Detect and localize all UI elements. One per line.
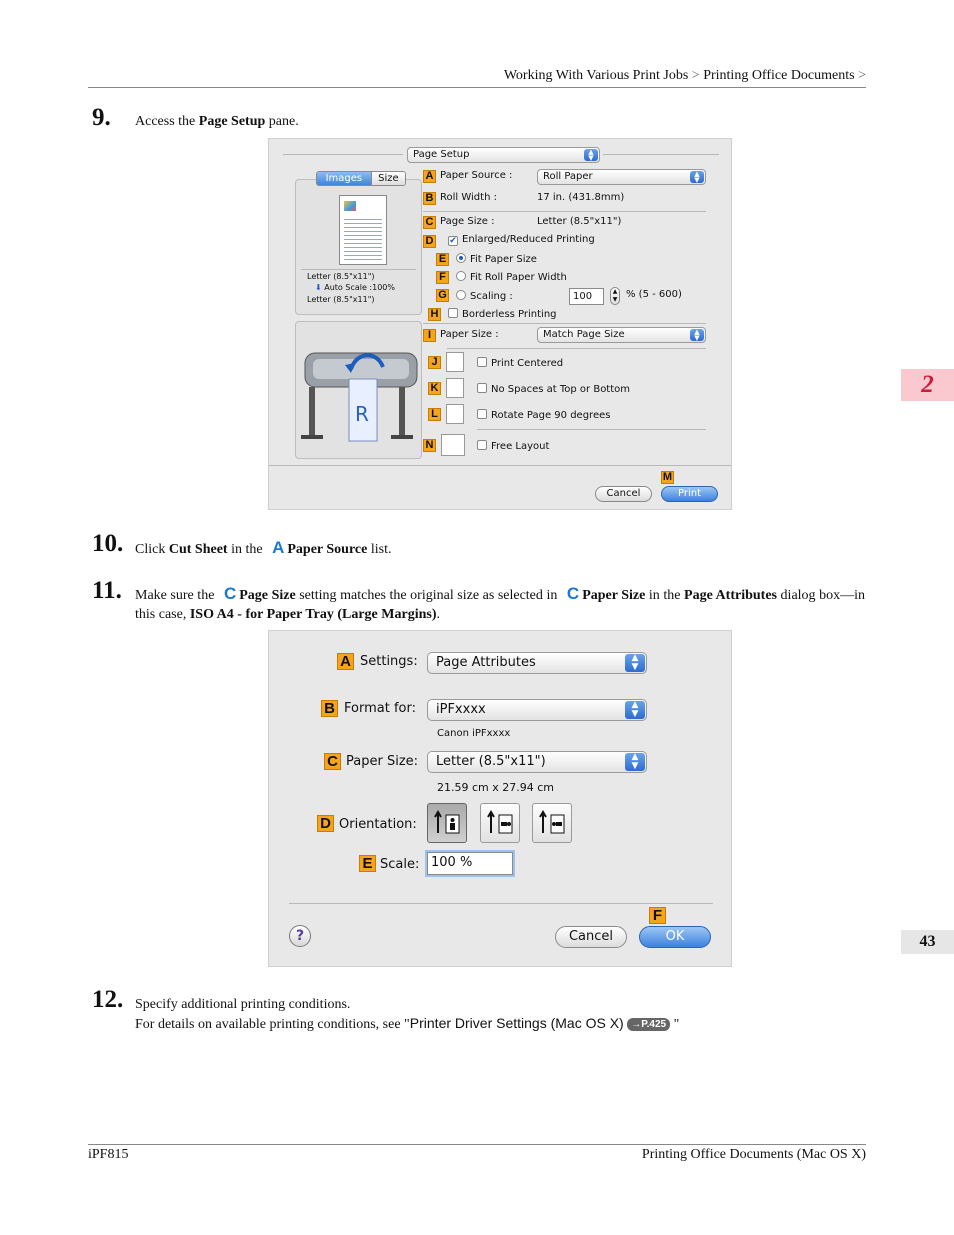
ok-button[interactable]: OK <box>639 926 711 948</box>
text: in the <box>645 588 685 603</box>
paper-source-label: Paper Source : <box>440 170 513 181</box>
popup-value: Page Attributes <box>436 655 536 670</box>
checkbox-icon[interactable] <box>448 308 458 318</box>
text: dialog box—in this case, <box>135 588 865 622</box>
checkbox-label: Borderless Printing <box>462 309 557 320</box>
roll-width-value: 17 in. (431.8mm) <box>537 192 625 203</box>
text: " <box>670 1017 680 1032</box>
separator <box>447 348 706 349</box>
rotate-page-icon <box>446 404 464 424</box>
checkbox-checked-icon[interactable]: ✔ <box>449 236 457 246</box>
text: Access the <box>135 114 199 129</box>
callout-badge: K <box>428 382 441 395</box>
reference-link[interactable]: Printer Driver Settings (Mac OS X) <box>409 1015 624 1031</box>
free-layout-checkbox[interactable] <box>477 440 549 452</box>
checkbox-label: Enlarged/Reduced Printing <box>462 234 595 245</box>
page-size-label: Page Size : <box>440 216 495 227</box>
orientation-landscape-right-button[interactable] <box>532 803 572 843</box>
tab-images[interactable]: Images <box>317 172 371 185</box>
popup-arrows-icon: ▲ ▼ <box>690 329 704 341</box>
text: setting matches the original size as selected in <box>295 588 561 603</box>
separator <box>423 323 706 324</box>
page-setup-screenshot <box>268 138 732 510</box>
popup-arrows-icon: ▲ ▼ <box>625 654 645 672</box>
breadcrumb <box>504 68 866 84</box>
landscape-left-icon <box>487 809 515 837</box>
callout-badge: B <box>423 192 436 205</box>
ui-term: Paper Source <box>287 542 368 557</box>
scale-label: Scale: <box>380 857 420 872</box>
tab-size[interactable]: Size <box>371 172 405 185</box>
callout-badge: M <box>662 471 673 483</box>
checkbox-icon[interactable] <box>477 440 487 450</box>
popup-arrows-icon: ▲ ▼ <box>584 149 598 161</box>
text <box>135 1014 679 1034</box>
paper-size-label: Paper Size: <box>346 754 419 769</box>
ui-term: ISO A4 - for Paper Tray (Large Margins) <box>189 607 437 622</box>
orientation-portrait-button[interactable] <box>427 803 467 843</box>
callout-badge: F <box>436 271 449 284</box>
popup-arrows-icon: ▲ ▼ <box>625 701 645 719</box>
preview-tabs <box>316 171 406 186</box>
paper-size-popup[interactable] <box>537 327 706 343</box>
orientation-landscape-left-button[interactable] <box>480 803 520 843</box>
borderless-checkbox[interactable] <box>448 308 557 320</box>
arrow-down-icon: ⬇ <box>315 283 322 292</box>
preview-size-original: Letter (8.5"x11") <box>307 272 375 281</box>
radio-label: Fit Paper Size <box>470 254 537 265</box>
breadcrumb-separator: > <box>691 68 700 83</box>
scaling-input[interactable]: 100 <box>569 288 604 305</box>
no-spaces-checkbox[interactable] <box>477 383 630 395</box>
callout-badge: C <box>423 216 436 229</box>
callout-badge: A <box>337 653 354 670</box>
callout-badge: E <box>359 855 376 872</box>
text: pane. <box>265 114 299 129</box>
popup-value: Roll Paper <box>543 171 593 182</box>
orientation-label: Orientation: <box>339 817 417 832</box>
separator <box>477 429 706 430</box>
radio-icon[interactable] <box>456 271 466 281</box>
fit-roll-width-radio[interactable] <box>456 271 567 283</box>
separator <box>283 154 403 155</box>
paper-dimensions: 21.59 cm x 27.94 cm <box>437 781 555 794</box>
portrait-icon <box>434 809 462 837</box>
checkbox-label: Free Layout <box>491 441 550 452</box>
checkbox-label: Rotate Page 90 degrees <box>491 410 611 421</box>
scaling-radio[interactable] <box>456 290 513 302</box>
free-layout-icon <box>441 434 465 456</box>
fit-paper-size-radio[interactable] <box>456 253 537 265</box>
roll-width-label: Roll Width : <box>440 192 497 203</box>
popup-arrows-icon: ▲ ▼ <box>690 171 704 183</box>
printer-model: Canon iPFxxxx <box>437 728 511 739</box>
callout-badge: E <box>436 253 449 266</box>
callout-letter: C <box>223 584 237 603</box>
ui-term: Page Attributes <box>684 588 777 603</box>
scale-input[interactable]: 100 % <box>427 852 513 875</box>
ui-term: Paper Size <box>582 588 646 603</box>
breadcrumb-item[interactable]: Working With Various Print Jobs <box>503 68 689 83</box>
separator <box>603 154 719 155</box>
callout-badge: C <box>324 753 341 770</box>
radio-selected-icon[interactable] <box>456 253 466 263</box>
rotate-page-checkbox[interactable] <box>477 409 610 421</box>
text: list. <box>367 542 392 557</box>
breadcrumb-separator: > <box>858 68 866 83</box>
page-reference-badge[interactable]: →P.425 <box>627 1018 670 1031</box>
paper-size-label: Paper Size : <box>440 329 499 340</box>
footer-title: Printing Office Documents (Mac OS X) <box>641 1147 866 1162</box>
enlarged-reduced-checkbox[interactable] <box>448 234 595 246</box>
checkbox-label: No Spaces at Top or Bottom <box>491 384 631 395</box>
paper-size-popup[interactable] <box>427 751 647 773</box>
callout-badge: L <box>428 408 441 421</box>
callout-badge: N <box>423 439 436 452</box>
text: Specify additional printing conditions. <box>135 997 351 1012</box>
help-button[interactable]: ? <box>289 925 311 947</box>
page-preview <box>339 195 387 265</box>
ui-term: Page Setup <box>198 114 266 129</box>
separator <box>423 211 706 212</box>
header-rule <box>88 87 866 88</box>
text: in the <box>227 542 267 557</box>
printer-illustration-icon <box>299 339 421 449</box>
print-centered-icon <box>446 352 464 372</box>
step-number: 12. <box>92 986 124 1013</box>
separator <box>301 269 416 270</box>
step-text <box>135 995 679 1034</box>
preview-scale <box>315 283 395 292</box>
callout-letter: C <box>566 584 580 603</box>
step-number: 9. <box>92 104 111 131</box>
svg-text:R: R <box>355 402 369 426</box>
popup-value: iPFxxxx <box>436 702 486 717</box>
ui-term: Cut Sheet <box>168 542 228 557</box>
image-thumbnail-icon <box>344 201 356 211</box>
text: Auto Scale :100% <box>324 283 395 292</box>
callout-letter: A <box>272 538 285 557</box>
settings-popup[interactable] <box>427 652 647 674</box>
checkbox-icon[interactable] <box>477 383 487 393</box>
page-number: 43 <box>901 930 954 954</box>
chapter-tab[interactable]: 2 <box>901 369 954 401</box>
radio-label: Scaling : <box>470 291 513 302</box>
callout-badge: I <box>423 329 436 342</box>
scaling-range: % (5 - 600) <box>626 289 682 300</box>
callout-badge: J <box>428 356 441 369</box>
text: Make sure the <box>135 588 218 603</box>
radio-label: Fit Roll Paper Width <box>470 272 567 283</box>
cancel-button[interactable]: Cancel <box>595 486 652 502</box>
print-centered-checkbox[interactable] <box>477 357 563 369</box>
radio-icon[interactable] <box>456 290 466 300</box>
checkbox-icon[interactable] <box>477 409 487 419</box>
page-size-value: Letter (8.5"x11") <box>537 216 622 227</box>
text: Click <box>135 542 169 557</box>
landscape-right-icon <box>539 809 567 837</box>
breadcrumb-item[interactable]: Printing Office Documents <box>703 68 855 83</box>
text: For details on available printing conditions, see " <box>135 1017 410 1032</box>
separator <box>269 465 732 466</box>
callout-badge: D <box>423 235 436 248</box>
page-attributes-screenshot <box>268 630 732 967</box>
paper-source-popup[interactable] <box>537 169 706 185</box>
cancel-button[interactable]: Cancel <box>555 926 627 948</box>
step-number: 11. <box>92 577 122 604</box>
footer-rule <box>88 1144 866 1145</box>
popup-value: Letter (8.5"x11") <box>436 754 546 769</box>
print-button[interactable]: Print <box>661 486 718 502</box>
callout-badge: H <box>428 308 441 321</box>
page-setup-popup[interactable] <box>407 147 600 163</box>
step-text <box>135 538 391 559</box>
popup-value: Page Setup <box>413 149 470 160</box>
step-text <box>135 112 299 131</box>
popup-arrows-icon: ▲ ▼ <box>625 753 645 771</box>
format-for-popup[interactable] <box>427 699 647 721</box>
callout-badge: F <box>649 907 666 924</box>
no-spaces-icon <box>446 378 464 398</box>
footer-model: iPF815 <box>88 1147 129 1162</box>
preview-size-output: Letter (8.5"x11") <box>307 295 375 304</box>
ui-term: Page Size <box>239 588 296 603</box>
step-text <box>135 584 865 624</box>
checkbox-label: Print Centered <box>491 358 564 369</box>
callout-badge: G <box>436 289 449 302</box>
checkbox-icon[interactable] <box>477 357 487 367</box>
separator <box>289 903 713 904</box>
settings-label: Settings: <box>360 654 418 669</box>
text: . <box>436 607 440 622</box>
popup-value: Match Page Size <box>543 329 625 340</box>
format-for-label: Format for: <box>344 701 416 716</box>
callout-badge: D <box>317 815 334 832</box>
text-lines-icon <box>344 216 382 260</box>
scaling-stepper[interactable]: ▲ ▼ <box>610 287 620 305</box>
callout-badge: A <box>423 170 436 183</box>
callout-badge: B <box>321 700 338 717</box>
step-number: 10. <box>92 530 124 557</box>
